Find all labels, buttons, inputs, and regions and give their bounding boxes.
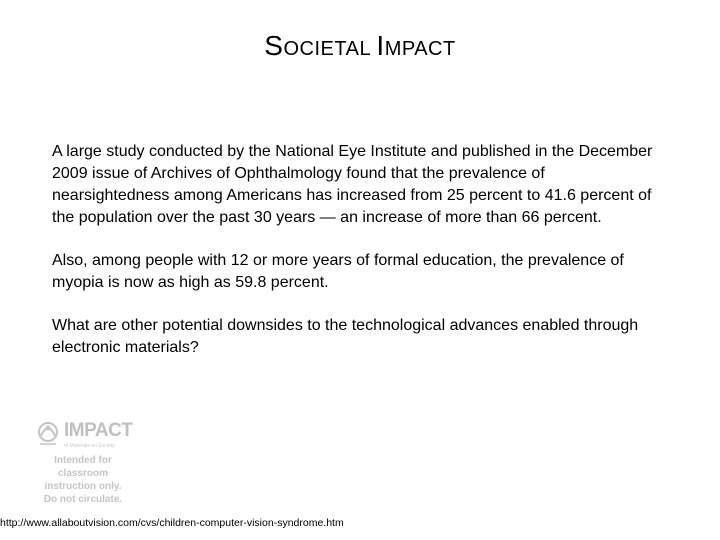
title-rest-2: MPACT [384,38,456,60]
notice-line: instruction only. [44,481,122,492]
body-paragraph-education: Also, among people with 12 or more years of formal education, the prevalence of myopia is now as high as 59.8 percent. [52,252,624,291]
title-rest-1: OCIETAL [283,38,371,60]
notice-line: Do not circulate. [43,494,123,505]
impact-logo-text: IMPACT [64,420,133,441]
body-paragraph-question: What are other potential downsides to the technological advances enabled through electronic materials? [52,317,639,356]
body-paragraph-study: A large study conducted by the National Eye Institute and published in the December 2009 issue of Archives of Ophthalmology found that the prevalence of nearsightedness among Americans has increased from 25 percent to 41.6 percent of the population over the past 30 years — an increase of more than 66 percent. [52,143,653,226]
slide-title [0,30,720,65]
impact-logo-tagline: of Materials on Society [64,443,115,449]
classroom-notice [36,454,130,506]
source-url-link[interactable]: http://www.allaboutvision.com/cvs/children-computer-vision-syndrome.htm [0,517,344,529]
notice-line: classroom [57,468,109,479]
notice-line: Intended for [54,455,112,466]
impact-watermark [36,418,132,514]
title-initial-2: I [376,30,385,61]
slide-body [52,141,664,380]
title-initial-1: S [264,30,284,61]
